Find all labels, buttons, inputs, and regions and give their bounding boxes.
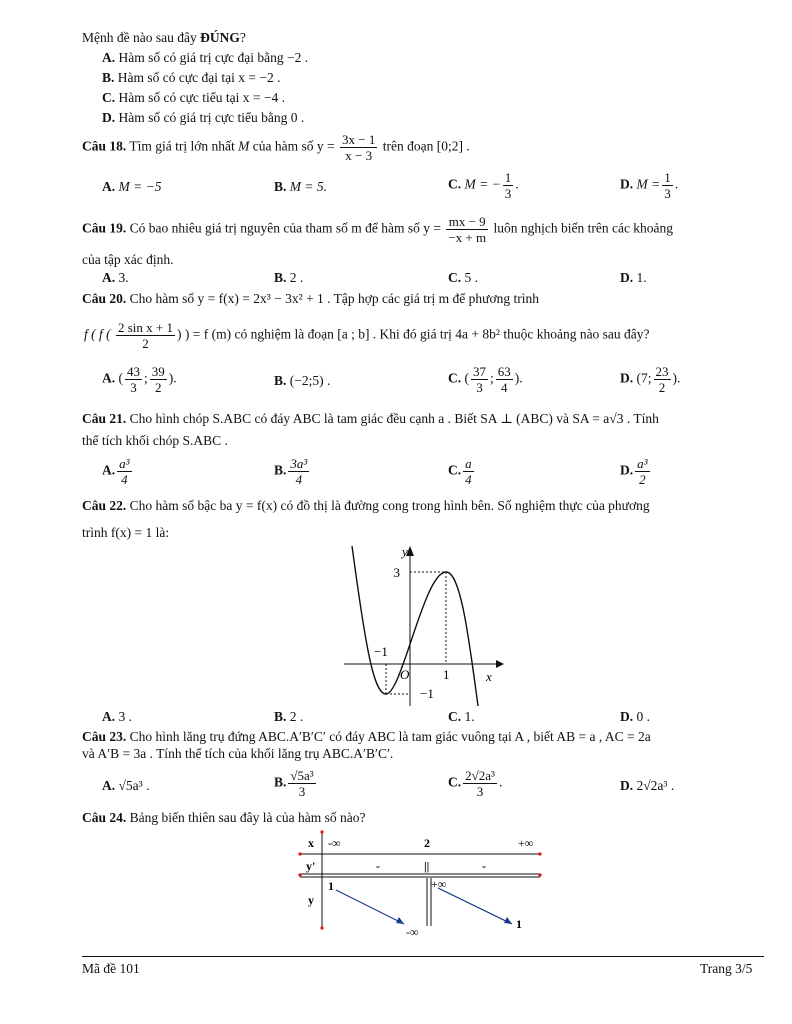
option-key: D. [620,462,634,478]
option-text: M = − [461,176,501,192]
table-dot [320,830,323,833]
q18-stem [82,132,470,163]
option-fraction [125,364,142,395]
option-key: A. [102,50,116,65]
option-post: . [498,774,503,790]
fraction-denominator: 4 [501,380,508,395]
option-post: ). [672,370,681,386]
option-pre: ( [461,370,469,386]
option-text: M = −5 [115,179,162,194]
option-key: B. [274,373,287,388]
q21-option-d [620,456,652,487]
q22-option-c [448,709,475,725]
option-key: C. [448,709,462,724]
q17-option-a [102,50,308,66]
option-key: D. [620,709,634,724]
fraction-numerator: 2√2a³ [465,768,495,783]
q22-option-d [620,709,650,725]
q20-eq-post: ) ) = f (m) có nghiệm là đoạn [a ; b] . Khi đó giá trị 4a + 8b² thuộc khoảng nào sau đây? [177,326,650,342]
table-y-minus-inf: -∞ [406,925,419,939]
table-y-1b: 1 [516,917,522,931]
option-key: C. [448,370,462,386]
q23-stem-line2 [82,746,393,762]
option-key: B. [274,709,287,724]
option-text: 2 . [286,709,304,724]
option-key: B. [102,70,115,85]
option-text: 1. [633,270,647,285]
option-key: D. [620,270,634,285]
fraction-numerator: a³ [637,456,648,471]
option-key: C. [448,462,462,478]
q21-option-c [448,456,476,487]
q17-lead [82,30,246,46]
q17-option-b [102,70,281,86]
option-text: Hàm số có giá trị cực tiểu bằng 0 . [118,110,305,125]
q20-option-d [620,364,680,395]
footer-divider [82,956,764,957]
q18-option-c [448,170,519,201]
option-text: M = 5. [286,179,327,194]
fraction-denominator: 3 [476,784,484,799]
option-key: B. [274,774,287,790]
q17-lead-bold: ĐÚNG [200,30,240,45]
graph-tick-3: 3 [393,565,400,580]
q20-eq-pre: f ( f ( [84,326,111,342]
option-key: A. [102,709,116,724]
option-text: 5 . [461,270,478,285]
option-post: . [674,176,679,192]
q24-stem [82,810,365,826]
table-dot [538,873,541,876]
option-text: M = [633,176,661,192]
fraction-denominator: 4 [295,472,303,487]
table-dot [298,852,301,855]
q20-option-c [448,364,523,395]
q22-stem [82,498,650,514]
option-fraction [463,456,474,487]
q21-text2: thể tích khối chóp S.ABC . [82,433,228,448]
fraction-numerator: 39 [151,364,165,379]
fraction-denominator: 3 [130,380,137,395]
fraction-denominator: 2 [155,380,162,395]
q18-option-b [274,179,327,195]
option-text: Hàm số có giá trị cực đại bằng −2 . [118,50,309,65]
q23-option-c [448,768,502,799]
q19-stem-line2 [82,252,173,268]
q18-option-d [620,170,678,201]
option-text: 3. [115,270,129,285]
table-x-2: 2 [424,836,430,850]
option-text: (−2;5) . [286,373,331,388]
q18-text3: trên đoạn [0;2] . [379,138,470,154]
q17-lead-end: ? [239,30,246,45]
q23-text1: Cho hình lăng trụ đứng ABC.A′B′C′ có đáy ABC là tam giác vuông tại A , biết AB = a , AC = 2a [126,729,651,744]
option-key: A. [102,462,116,478]
x-axis-arrow [496,660,504,668]
option-fraction [150,364,167,395]
option-fraction [654,364,671,395]
q17-option-d [102,110,304,126]
q18-text2: của hàm số y = [249,138,335,154]
q17-option-c [102,90,285,106]
fraction-numerator: 43 [127,364,140,379]
option-key: A. [102,270,116,285]
fraction-numerator: a³ [119,456,130,471]
fraction-denominator: 2 [658,380,666,395]
option-key: D. [620,370,634,386]
q21-option-a [102,456,134,487]
q18-fraction [340,132,377,163]
q20-equation [84,320,650,351]
footer-page-number: Trang 3/5 [700,961,753,976]
q19-stem [82,214,673,245]
table-y-plus-inf: +∞ [431,877,447,891]
option-pre: ( [115,370,123,386]
option-key: C. [102,90,116,105]
option-fraction [288,456,309,487]
option-key: B. [274,270,287,285]
fraction-numerator: 23 [655,364,669,379]
table-yprime-left: - [376,859,380,873]
option-key: B. [274,462,287,478]
option-sep: ; [490,370,494,386]
option-fraction [635,456,649,487]
q20-text1: Cho hàm số y = f(x) = 2x³ − 3x² + 1 . Tập hợp các giá trị m để phương trình [126,291,539,306]
fraction-numerator: 2 sin x + 1 [118,320,174,335]
option-text: 0 . [633,709,650,724]
option-key: A. [102,778,116,793]
graph-x-label: x [486,669,492,684]
table-yprime-right: - [482,859,486,873]
q22-option-b [274,709,303,725]
question-label: Câu 19. [82,220,127,236]
q21-stem-line2 [82,433,228,449]
option-fraction [471,364,488,395]
table-x-minus-inf: -∞ [328,836,341,850]
option-fraction [503,170,514,201]
q19-text1: Có bao nhiêu giá trị nguyên của tham số m để hàm số y = [126,220,441,236]
fraction-denominator: −x + m [448,230,487,245]
q18-text1: Tìm giá trị lớn nhất [126,138,239,154]
q19-option-d [620,270,647,286]
option-text: Hàm số có cực tiểu tại x = −4 . [118,90,286,105]
question-label: Câu 21. [82,411,127,426]
q18-var: M [238,138,250,154]
table-dot [320,926,323,929]
fraction-numerator: 37 [473,364,486,379]
q21-option-b [274,456,311,487]
option-key: D. [102,110,116,125]
fraction-numerator: 1 [664,170,671,185]
graph-tick-minus1-y: −1 [420,686,434,701]
option-pre: (7; [633,370,652,386]
option-key: A. [102,370,116,386]
q24-variation-table [296,828,546,942]
fraction-denominator: 4 [121,472,128,487]
table-yprime-mid: || [424,859,430,873]
cubic-curve [352,546,478,706]
q23-option-d [620,778,674,794]
table-y-label: y [308,893,314,907]
option-key: A. [102,179,116,194]
q17-lead-text: Mệnh đề nào sau đây [82,30,201,45]
option-text: 3 . [115,709,132,724]
fraction-numerator: √5a³ [290,768,314,783]
option-key: D. [620,778,634,793]
option-key: C. [448,176,462,192]
q23-option-a [102,778,149,794]
fraction-numerator: 1 [504,170,512,185]
option-post: ). [168,370,177,386]
question-label: Câu 22. [82,498,127,513]
question-label: Câu 18. [82,138,127,154]
q23-text2: và A′B = 3a . Tính thể tích của khối lăng trụ ABC.A′B′C′. [82,746,394,761]
q19-fraction [446,214,488,245]
q21-stem [82,411,659,427]
graph-origin: O [400,667,410,682]
fraction-denominator: 4 [465,472,472,487]
q24-text1: Bảng biến thiên sau đây là của hàm số nào? [126,810,366,825]
option-text: 1. [461,709,475,724]
fraction-denominator: 3 [476,380,483,395]
option-key: C. [448,774,462,790]
q20-option-a [102,364,177,395]
decreasing-arrow-right [438,888,512,924]
option-text: 2 . [286,270,304,285]
fraction-denominator: x − 3 [345,148,373,163]
q20-fraction [116,320,175,351]
q22-graph [336,540,506,708]
q22-stem-line2 [82,525,169,541]
q19-option-b [274,270,303,286]
question-label: Câu 24. [82,810,127,825]
option-text: √5a³ . [115,778,150,793]
graph-tick-minus1-x: −1 [374,644,388,659]
graph-tick-1: 1 [443,667,450,682]
option-fraction [496,364,513,395]
table-dot [538,852,541,855]
q23-option-b [274,768,318,799]
option-text: Hàm số có cực đại tại x = −2 . [117,70,281,85]
decreasing-arrow-left [336,890,404,924]
option-post: . [515,176,519,192]
fraction-numerator: 63 [497,364,511,379]
q22-option-a [102,709,132,725]
q20-stem [82,291,539,307]
footer-exam-code: Mã đề 101 [82,961,140,976]
fraction-denominator: 3 [298,784,306,799]
q18-option-a [102,179,161,195]
option-post: ). [514,370,523,386]
q19-option-a [102,270,129,286]
option-fraction [463,768,497,799]
option-text: 2√2a³ . [633,778,675,793]
graph-y-label: y [402,544,408,559]
q22-text2: trình f(x) = 1 là: [82,525,170,540]
option-fraction [662,170,673,201]
q22-text1: Cho hàm số bậc ba y = f(x) có đồ thị là đường cong trong hình bên. Số nghiệm thực của phương [126,498,650,513]
fraction-numerator: mx − 9 [446,214,488,230]
table-x-label: x [308,836,314,850]
table-yprime-label: y' [306,859,316,873]
table-x-plus-inf: +∞ [518,836,534,850]
table-dot [298,873,301,876]
q23-stem [82,729,651,745]
q21-text1: Cho hình chóp S.ABC có đáy ABC là tam giác đều cạnh a . Biết SA ⊥ (ABC) và SA = a√3 . Tính [126,411,659,426]
q19-option-c [448,270,478,286]
q20-option-b [274,373,330,389]
fraction-denominator: 2 [142,336,149,351]
q19-text2: luôn nghịch biến trên các khoảng [490,220,674,236]
option-key: B. [274,179,287,194]
fraction-numerator: 3x − 1 [342,132,376,147]
fraction-numerator: 3a³ [290,456,308,471]
question-label: Câu 23. [82,729,127,744]
fraction-numerator: a [465,456,472,471]
q19-text3: của tập xác định. [82,252,174,267]
fraction-denominator: 3 [664,186,671,201]
option-sep: ; [144,370,148,386]
option-key: C. [448,270,462,285]
option-key: D. [620,176,634,192]
fraction-denominator: 3 [504,186,512,201]
fraction-denominator: 2 [639,472,646,487]
option-fraction [288,768,315,799]
question-label: Câu 20. [82,291,127,306]
option-fraction [117,456,131,487]
table-y-1: 1 [328,879,334,893]
